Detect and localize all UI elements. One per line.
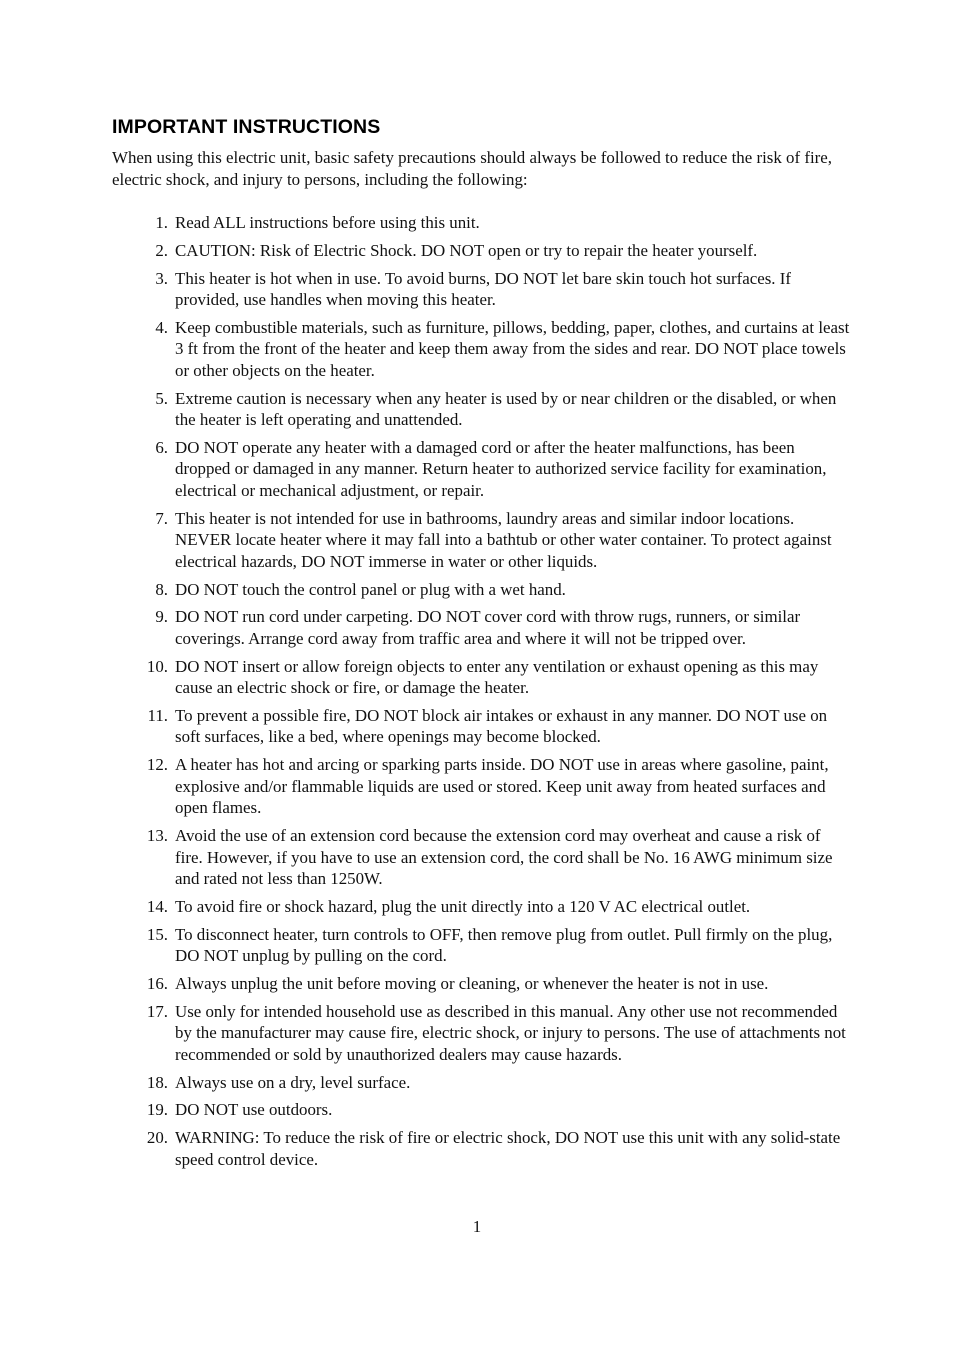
item-text: Keep combustible materials, such as furniture, pillows, bedding, paper, clothes, and curtains at least 3 ft from the front of the heater and keep them away from the sides and rear. DO NOT place towels or other objects on the heater. <box>175 317 850 380</box>
list-item <box>112 973 852 995</box>
instructions-list <box>112 212 852 1176</box>
list-item <box>112 240 852 262</box>
item-number: 5. <box>155 388 168 408</box>
item-number: 10. <box>146 656 168 676</box>
item-number: 6. <box>155 437 168 457</box>
item-text: Avoid the use of an extension cord because the extension cord may overheat and cause a risk of fire. However, if you have to use an extension cord, the cord shall be No. 16 AWG minimum size and rated not less than 1250W. <box>175 826 833 889</box>
item-text: This heater is not intended for use in bathrooms, laundry areas and similar indoor locations. NEVER locate heater where it may fall into a bathtub or other water container. To protect against electrical hazards, DO NOT immerse in water or other liquids. <box>175 508 832 571</box>
item-text: To avoid fire or shock hazard, plug the unit directly into a 120 V AC electrical outlet. <box>175 896 751 916</box>
item-number: 13. <box>146 826 168 846</box>
item-text: Always use on a dry, level surface. <box>175 1072 411 1092</box>
intro-paragraph: When using this electric unit, basic safety precautions should always be followed to reduce the risk of fire, electric shock, and injury to persons, including the following: <box>112 148 832 189</box>
item-text: A heater has hot and arcing or sparking parts inside. DO NOT use in areas where gasoline, paint, explosive and/or flammable liquids are used or stored. Keep unit away from heated surfaces and open flames. <box>175 755 829 818</box>
list-item <box>112 606 852 649</box>
item-number: 4. <box>155 317 168 337</box>
item-text: WARNING: To reduce the risk of fire or electric shock, DO NOT use this unit with any solid-state speed control device. <box>175 1128 841 1169</box>
item-text: DO NOT insert or allow foreign objects to enter any ventilation or exhaust opening as this may cause an electric shock or fire, or damage the heater. <box>175 656 819 698</box>
page-number: 1 <box>472 1217 482 1236</box>
item-number: 2. <box>155 240 168 260</box>
list-item <box>112 508 852 573</box>
item-text: DO NOT touch the control panel or plug with a wet hand. <box>175 579 566 599</box>
list-item <box>112 656 852 699</box>
item-number: 11. <box>147 705 168 725</box>
item-text: DO NOT run cord under carpeting. DO NOT cover cord with throw rugs, runners, or similar coverings. Arrange cord away from traffic area and where it will not be tripped over. <box>175 607 801 648</box>
item-text: Always unplug the unit before moving or cleaning, or whenever the heater is not in use. <box>175 973 769 993</box>
item-number: 12. <box>146 755 168 775</box>
item-text: DO NOT use outdoors. <box>175 1100 333 1120</box>
item-text: Use only for intended household use as described in this manual. Any other use not recommended by the manufacturer may cause fire, electric shock, or injury to persons. The use of attachments not recommended or sold by unauthorized dealers may cause hazards. <box>175 1001 846 1064</box>
item-number: 18. <box>146 1072 168 1092</box>
list-item <box>112 705 852 748</box>
item-number: 14. <box>146 896 168 916</box>
list-item <box>112 825 852 890</box>
item-text: Read ALL instructions before using this unit. <box>175 213 480 232</box>
item-number: 20. <box>146 1128 168 1148</box>
list-item <box>112 1127 852 1170</box>
list-item <box>112 1099 852 1121</box>
list-item <box>112 754 852 819</box>
item-number: 8. <box>155 579 168 599</box>
item-number: 3. <box>155 268 168 288</box>
list-item <box>112 1001 852 1066</box>
item-number: 7. <box>155 508 168 528</box>
list-item <box>112 437 852 502</box>
item-number: 9. <box>155 607 168 627</box>
list-item <box>112 1072 852 1094</box>
list-item <box>112 388 852 431</box>
item-number: 19. <box>146 1100 168 1120</box>
list-item <box>112 268 852 311</box>
item-text: To prevent a possible fire, DO NOT block air intakes or exhaust in any manner. DO NOT use on soft surfaces, like a bed, where openings may become blocked. <box>175 705 828 747</box>
list-item <box>112 924 852 967</box>
page-heading: IMPORTANT INSTRUCTIONS <box>112 116 381 138</box>
list-item <box>112 317 852 382</box>
item-text: Extreme caution is necessary when any heater is used by or near children or the disabled, or when the heater is left operating and unattended. <box>175 388 837 430</box>
list-item <box>112 212 852 234</box>
item-text: This heater is hot when in use. To avoid burns, DO NOT let bare skin touch hot surfaces. If provided, use handles when moving this heater. <box>175 268 791 310</box>
item-number: 1. <box>155 213 168 232</box>
list-item <box>112 896 852 918</box>
list-item <box>112 579 852 601</box>
item-number: 15. <box>146 924 168 944</box>
item-text: To disconnect heater, turn controls to OFF, then remove plug from outlet. Pull firmly on the plug, DO NOT unplug by pulling on the cord. <box>175 924 833 966</box>
item-number: 17. <box>146 1001 168 1021</box>
item-number: 16. <box>146 973 168 993</box>
item-text: CAUTION: Risk of Electric Shock. DO NOT open or try to repair the heater yourself. <box>175 240 758 260</box>
item-text: DO NOT operate any heater with a damaged cord or after the heater malfunctions, has been dropped or damaged in any manner. Return heater to authorized service facility for examination, electrical or mechanical adjustment, or repair. <box>175 437 827 500</box>
